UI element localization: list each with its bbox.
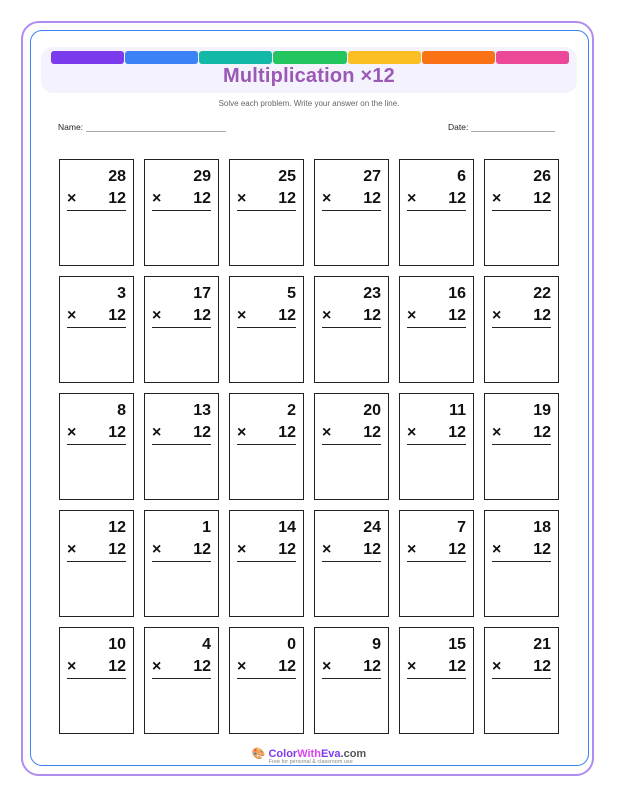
multiplicand: 9: [372, 636, 381, 653]
problem-box[interactable]: [144, 159, 219, 266]
answer-rule: [492, 444, 551, 445]
answer-rule: [322, 678, 381, 679]
multiplier: 12: [533, 190, 551, 207]
multiply-sign: ×: [237, 541, 247, 558]
problem-box[interactable]: [399, 276, 474, 383]
brand-tagline: Free for personal & classroom use: [268, 759, 353, 765]
answer-rule: [152, 678, 211, 679]
multiplier: 12: [278, 541, 296, 558]
answer-rule: [237, 561, 296, 562]
multiplier: 12: [363, 541, 381, 558]
multiplicand: 23: [363, 285, 381, 302]
multiplier: 12: [108, 307, 126, 324]
multiplier: 12: [193, 190, 211, 207]
rainbow-segment: [422, 51, 495, 64]
answer-rule: [492, 210, 551, 211]
answer-rule: [407, 561, 466, 562]
multiply-sign: ×: [152, 190, 162, 207]
date-label: Date:: [448, 122, 469, 132]
answer-rule: [152, 444, 211, 445]
multiply-sign: ×: [492, 541, 502, 558]
answer-rule: [407, 210, 466, 211]
multiply-sign: ×: [152, 658, 162, 675]
multiply-sign: ×: [237, 658, 247, 675]
multiply-sign: ×: [322, 424, 332, 441]
answer-rule: [152, 327, 211, 328]
multiplicand: 13: [193, 402, 211, 419]
answer-rule: [407, 678, 466, 679]
rainbow-segment: [125, 51, 198, 64]
name-line[interactable]: [86, 122, 226, 132]
problem-box[interactable]: [484, 159, 559, 266]
multiplicand: 17: [193, 285, 211, 302]
multiplicand: 19: [533, 402, 551, 419]
multiply-sign: ×: [152, 424, 162, 441]
problem-box[interactable]: [484, 393, 559, 500]
answer-rule: [407, 444, 466, 445]
multiplicand: 7: [457, 519, 466, 536]
multiply-sign: ×: [67, 541, 77, 558]
multiplier: 12: [108, 190, 126, 207]
multiplicand: 15: [448, 636, 466, 653]
instructions: Solve each problem. Write your answer on the line.: [218, 99, 400, 108]
problem-box[interactable]: [59, 159, 134, 266]
multiplicand: 20: [363, 402, 381, 419]
multiplicand: 25: [278, 168, 296, 185]
problem-box[interactable]: [59, 393, 134, 500]
multiplier: 12: [278, 307, 296, 324]
multiplier: 12: [448, 658, 466, 675]
multiplier: 12: [363, 307, 381, 324]
problem-box[interactable]: [314, 627, 389, 734]
multiply-sign: ×: [407, 307, 417, 324]
answer-rule: [237, 210, 296, 211]
problem-box[interactable]: [229, 159, 304, 266]
rainbow-segment: [273, 51, 346, 64]
multiplicand: 12: [108, 519, 126, 536]
answer-rule: [322, 210, 381, 211]
multiply-sign: ×: [322, 307, 332, 324]
answer-rule: [152, 210, 211, 211]
answer-rule: [67, 561, 126, 562]
answer-rule: [492, 678, 551, 679]
problem-box[interactable]: [59, 510, 134, 617]
multiplier: 12: [533, 307, 551, 324]
problem-box[interactable]: [399, 627, 474, 734]
multiplier: 12: [108, 424, 126, 441]
answer-rule: [67, 210, 126, 211]
multiply-sign: ×: [152, 307, 162, 324]
problem-box[interactable]: [229, 510, 304, 617]
answer-rule: [492, 561, 551, 562]
multiplier: 12: [193, 307, 211, 324]
multiplicand: 1: [202, 519, 211, 536]
problem-box[interactable]: [399, 393, 474, 500]
problem-box[interactable]: [59, 276, 134, 383]
rainbow-segment: [496, 51, 569, 64]
multiplier: 12: [363, 424, 381, 441]
multiplier: 12: [278, 190, 296, 207]
problem-grid: [59, 159, 559, 734]
multiplicand: 27: [363, 168, 381, 185]
multiply-sign: ×: [67, 424, 77, 441]
multiplier: 12: [448, 424, 466, 441]
multiply-sign: ×: [492, 307, 502, 324]
answer-rule: [237, 444, 296, 445]
answer-rule: [67, 327, 126, 328]
rainbow-segment: [51, 51, 124, 64]
name-field[interactable]: [58, 122, 226, 132]
multiplicand: 11: [449, 402, 466, 419]
multiply-sign: ×: [322, 658, 332, 675]
answer-rule: [152, 561, 211, 562]
multiplicand: 28: [108, 168, 126, 185]
page-title: Multiplication ×12: [223, 65, 395, 87]
answer-rule: [237, 678, 296, 679]
rainbow-segment: [348, 51, 421, 64]
multiplier: 12: [363, 190, 381, 207]
date-line[interactable]: [471, 122, 555, 132]
date-field[interactable]: [448, 122, 555, 132]
brand-domain: .com: [340, 748, 367, 760]
multiplicand: 18: [533, 519, 551, 536]
multiplier: 12: [448, 307, 466, 324]
name-label: Name:: [58, 122, 84, 132]
problem-box[interactable]: [144, 627, 219, 734]
multiplicand: 14: [278, 519, 296, 536]
multiplier: 12: [448, 190, 466, 207]
multiplier: 12: [193, 424, 211, 441]
multiply-sign: ×: [407, 190, 417, 207]
problem-box[interactable]: [484, 276, 559, 383]
problem-box[interactable]: [144, 510, 219, 617]
multiplicand: 21: [533, 636, 551, 653]
problem-box[interactable]: [229, 393, 304, 500]
multiplicand: 3: [117, 285, 126, 302]
multiplicand: 4: [202, 636, 211, 653]
problem-box[interactable]: [399, 159, 474, 266]
answer-rule: [67, 444, 126, 445]
multiplicand: 10: [108, 636, 126, 653]
brand-color: Color: [268, 748, 298, 760]
answer-rule: [322, 561, 381, 562]
multiplicand: 5: [287, 285, 296, 302]
multiplicand: 22: [533, 285, 551, 302]
multiply-sign: ×: [67, 190, 77, 207]
multiplier: 12: [533, 658, 551, 675]
multiplicand: 24: [363, 519, 381, 536]
multiply-sign: ×: [492, 424, 502, 441]
multiplicand: 6: [457, 168, 466, 185]
multiplicand: 26: [533, 168, 551, 185]
problem-box[interactable]: [59, 627, 134, 734]
problem-box[interactable]: [399, 510, 474, 617]
multiplicand: 8: [117, 402, 126, 419]
problem-box[interactable]: [229, 276, 304, 383]
answer-rule: [322, 327, 381, 328]
answer-rule: [237, 327, 296, 328]
multiplier: 12: [108, 541, 126, 558]
multiply-sign: ×: [237, 424, 247, 441]
multiply-sign: ×: [322, 190, 332, 207]
multiply-sign: ×: [67, 658, 77, 675]
multiply-sign: ×: [407, 658, 417, 675]
multiplicand: 29: [193, 168, 211, 185]
multiplier: 12: [533, 424, 551, 441]
multiplier: 12: [193, 658, 211, 675]
problem-box[interactable]: [314, 159, 389, 266]
rainbow-bar: [51, 51, 569, 64]
multiply-sign: ×: [237, 307, 247, 324]
problem-box[interactable]: [144, 276, 219, 383]
problem-box[interactable]: [314, 276, 389, 383]
multiply-sign: ×: [492, 190, 502, 207]
rainbow-segment: [199, 51, 272, 64]
answer-rule: [492, 327, 551, 328]
multiplier: 12: [533, 541, 551, 558]
multiplier: 12: [448, 541, 466, 558]
answer-rule: [322, 444, 381, 445]
multiply-sign: ×: [237, 190, 247, 207]
multiply-sign: ×: [67, 307, 77, 324]
multiply-sign: ×: [322, 541, 332, 558]
multiply-sign: ×: [407, 424, 417, 441]
multiplier: 12: [278, 424, 296, 441]
multiplier: 12: [278, 658, 296, 675]
brand-eva: Eva: [320, 748, 341, 760]
problem-box[interactable]: [314, 510, 389, 617]
multiplier: 12: [363, 658, 381, 675]
multiply-sign: ×: [492, 658, 502, 675]
multiply-sign: ×: [407, 541, 417, 558]
answer-rule: [407, 327, 466, 328]
palette-icon: 🎨: [251, 748, 266, 760]
multiply-sign: ×: [152, 541, 162, 558]
problem-box[interactable]: [229, 627, 304, 734]
brand-logo: [252, 747, 366, 765]
multiplicand: 16: [448, 285, 466, 302]
multiplicand: 2: [287, 402, 296, 419]
brand-with: With: [297, 748, 321, 760]
answer-rule: [67, 678, 126, 679]
problem-box[interactable]: [484, 510, 559, 617]
multiplier: 12: [193, 541, 211, 558]
problem-box[interactable]: [314, 393, 389, 500]
problem-box[interactable]: [484, 627, 559, 734]
multiplicand: 0: [287, 636, 296, 653]
problem-box[interactable]: [144, 393, 219, 500]
multiplier: 12: [108, 658, 126, 675]
footer: [0, 747, 618, 768]
